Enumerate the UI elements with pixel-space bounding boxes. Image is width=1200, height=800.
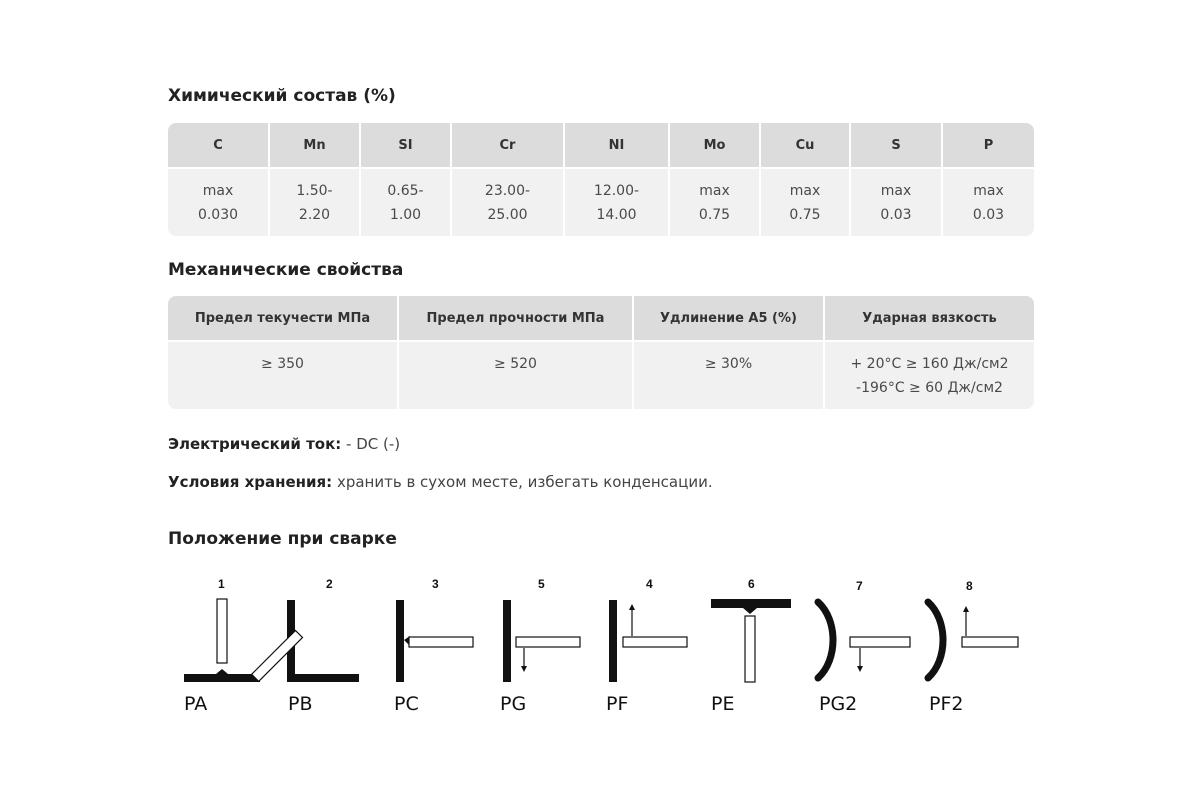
- cell-line: 0.03: [972, 207, 1005, 223]
- table-cell: [399, 342, 634, 409]
- position-number: 4: [646, 577, 653, 591]
- chemical-header-row: [168, 123, 1034, 169]
- cell-line: max: [699, 183, 730, 199]
- electrode-plate: [850, 637, 910, 647]
- column-header: C: [168, 123, 270, 169]
- table-cell: [851, 169, 943, 236]
- position-pb-diagram: [252, 577, 359, 715]
- overhead-plate: [711, 599, 791, 608]
- storage-conditions-value: хранить в сухом месте, избегать конденсации.: [332, 473, 713, 491]
- electrode-plate: [409, 637, 473, 647]
- table-cell: [761, 169, 851, 236]
- electrode-plate: [962, 637, 1018, 647]
- column-header: Предел текучести МПа: [168, 296, 399, 342]
- cell-line: 0.75: [698, 207, 731, 223]
- cell-line: 0.03: [880, 207, 912, 223]
- cell-line: ≥ 350: [261, 356, 304, 372]
- position-label: PG2: [819, 693, 858, 715]
- table-cell: [943, 169, 1034, 236]
- cell-line: max: [973, 183, 1004, 199]
- cell-line: -196°С ≥ 60 Дж/см2: [856, 380, 1003, 396]
- storage-conditions-label: Условия хранения:: [168, 473, 333, 491]
- position-pg2-diagram: [818, 579, 910, 715]
- vertical-plate: [503, 600, 511, 682]
- chemical-title: Химический состав (%): [168, 86, 396, 106]
- column-header: S: [851, 123, 943, 169]
- position-number: 6: [748, 577, 755, 591]
- column-header: Ударная вязкость: [825, 296, 1034, 342]
- cell-line: max: [880, 183, 912, 199]
- position-label: PG: [500, 693, 527, 715]
- table-cell: [168, 342, 399, 409]
- storage-conditions-line: [168, 473, 1034, 491]
- position-pc-diagram: [394, 577, 473, 715]
- cell-line: max: [202, 183, 234, 199]
- cell-line: 2.20: [298, 207, 331, 223]
- position-label: PB: [288, 693, 313, 715]
- cell-line: ≥ 520: [494, 356, 537, 372]
- cell-line: 0.030: [197, 207, 239, 223]
- vertical-plate: [609, 600, 617, 682]
- welding-positions-title: Положение при сварке: [168, 529, 397, 549]
- cell-line: + 20°С ≥ 160 Дж/см2: [850, 356, 1009, 372]
- table-cell: [452, 169, 565, 236]
- chemical-composition-table: [168, 123, 1034, 236]
- electric-current-label: Электрический ток:: [168, 435, 342, 453]
- table-cell: [670, 169, 761, 236]
- position-pg-diagram: [500, 577, 580, 715]
- weld-bead: [743, 608, 757, 614]
- curved-pipe-wall: [818, 602, 833, 678]
- mechanical-value-row: [168, 342, 1034, 409]
- cell-line: 0.75: [789, 207, 821, 223]
- column-header: Cu: [761, 123, 851, 169]
- spec-content: [168, 84, 1034, 551]
- base-plate: [287, 674, 359, 682]
- column-header: P: [943, 123, 1034, 169]
- electrode-plate: [745, 616, 755, 682]
- mechanical-properties-table: [168, 296, 1034, 409]
- position-number: 2: [326, 577, 333, 591]
- cell-line: 0.65-: [387, 183, 424, 199]
- position-number: 7: [856, 579, 863, 593]
- position-label: PC: [394, 693, 419, 715]
- position-label: PA: [184, 693, 208, 715]
- position-label: PF2: [929, 693, 964, 715]
- cell-line: 23.00-: [484, 183, 531, 199]
- column-header: Mn: [270, 123, 361, 169]
- position-pf2-diagram: [928, 579, 1018, 715]
- welding-positions-diagram: [160, 570, 1040, 730]
- electric-current-value: - DC (-): [341, 435, 401, 453]
- weld-bead: [216, 669, 228, 674]
- chemical-value-row: [168, 169, 1034, 236]
- cell-line: 1.00: [389, 207, 422, 223]
- position-number: 3: [432, 577, 439, 591]
- cell-line: 12.00-: [593, 183, 640, 199]
- table-cell: [634, 342, 825, 409]
- position-number: 5: [538, 577, 545, 591]
- position-pe-diagram: [711, 577, 791, 715]
- position-label: PF: [606, 693, 629, 715]
- position-pf-diagram: [606, 577, 687, 715]
- base-plate: [184, 674, 260, 682]
- position-number: 1: [218, 577, 225, 591]
- cell-line: max: [789, 183, 821, 199]
- curved-pipe-wall: [928, 602, 943, 678]
- electric-current-line: [168, 435, 1034, 453]
- table-cell: [270, 169, 361, 236]
- column-header: Cr: [452, 123, 565, 169]
- vertical-plate: [396, 600, 404, 682]
- column-header: NI: [565, 123, 670, 169]
- table-cell: [825, 342, 1034, 409]
- cell-line: ≥ 30%: [704, 356, 753, 372]
- electrode-plate: [217, 599, 227, 663]
- electrode-plate: [516, 637, 580, 647]
- cell-line: 25.00: [487, 207, 528, 223]
- column-header: Удлинение А5 (%): [634, 296, 825, 342]
- position-number: 8: [966, 579, 973, 593]
- table-cell: [168, 169, 270, 236]
- electrode-plate: [623, 637, 687, 647]
- table-cell: [361, 169, 452, 236]
- position-label: PE: [711, 693, 735, 715]
- column-header: Предел прочности МПа: [399, 296, 634, 342]
- cell-line: 1.50-: [296, 183, 333, 199]
- mechanical-title: Механические свойства: [168, 260, 404, 280]
- table-cell: [565, 169, 670, 236]
- cell-line: 14.00: [596, 207, 637, 223]
- position-pa-diagram: [184, 577, 260, 715]
- column-header: Mo: [670, 123, 761, 169]
- mechanical-header-row: [168, 296, 1034, 342]
- column-header: SI: [361, 123, 452, 169]
